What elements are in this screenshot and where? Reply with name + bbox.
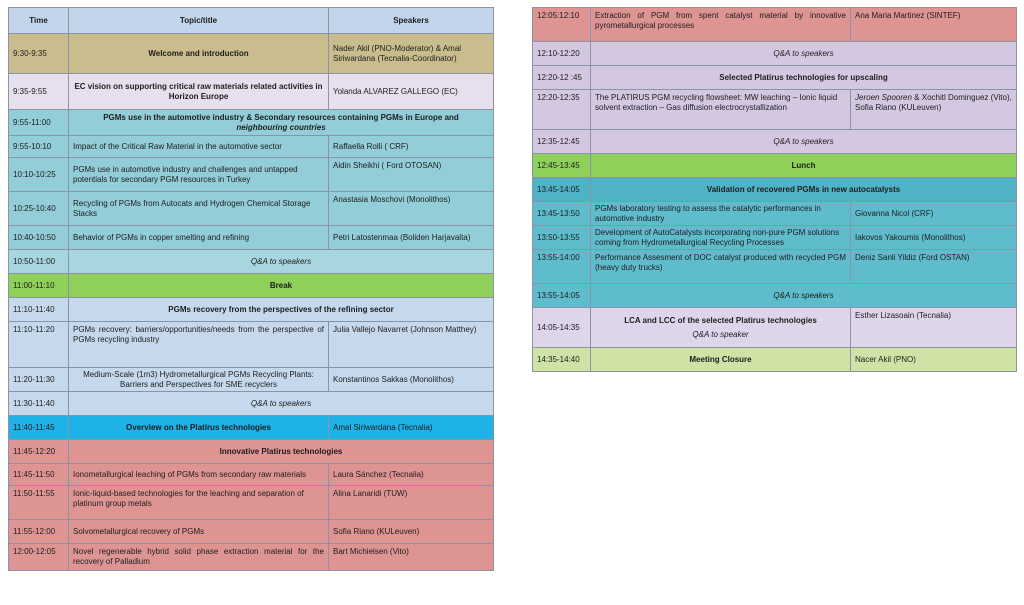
row-topic: PGMs laboratory testing to assess the catalytic performances in automotive industry <box>591 202 851 226</box>
table-row <box>9 74 494 110</box>
row-time: 12:20-12 :45 <box>533 66 591 90</box>
qa-row <box>533 42 1017 66</box>
table-row <box>9 158 494 192</box>
row-speaker: Deniz Sanli Yildiz (Ford OSTAN) <box>851 250 1017 284</box>
header-time: Time <box>9 8 69 34</box>
table-row <box>533 226 1017 250</box>
qa-label: Q&A to speakers <box>591 130 1017 154</box>
agenda-table-right <box>532 7 1017 372</box>
row-time: 13:45-14:05 <box>533 178 591 202</box>
row-speaker: Yolanda ALVAREZ GALLEGO (EC) <box>329 74 494 110</box>
row-topic: PGMs recovery: barriers/opportunities/needs from the perspective of PGMs recycling industry <box>69 322 329 368</box>
row-time: 9:55-11:00 <box>9 110 69 136</box>
row-speaker: Konstantinos Sakkas (Monolithos) <box>329 368 494 392</box>
row-time: 11:40-11:45 <box>9 416 69 440</box>
header-speakers: Speakers <box>329 8 494 34</box>
session-row <box>533 66 1017 90</box>
session-row <box>9 440 494 464</box>
session-title: Innovative Platirus technologies <box>69 440 494 464</box>
table-row <box>533 8 1017 42</box>
session-row <box>9 110 494 136</box>
row-time: 9:55-10:10 <box>9 136 69 158</box>
row-topic: Meeting Closure <box>591 348 851 372</box>
speaker-italic: Jeroen Spooren <box>855 93 912 102</box>
break-row <box>9 274 494 298</box>
agenda-table-left <box>8 7 494 571</box>
row-speaker: Aidin Sheikhi ( Ford OTOSAN) <box>329 158 494 192</box>
table-row <box>533 202 1017 226</box>
row-topic: Behavior of PGMs in copper smelting and refining <box>69 226 329 250</box>
row-speaker <box>851 90 1017 130</box>
lunch-row <box>533 154 1017 178</box>
session-title: Validation of recovered PGMs in new autocatalysts <box>591 178 1017 202</box>
row-topic: EC vision on supporting critical raw materials related activities in Horizon Europe <box>69 74 329 110</box>
table-row <box>533 348 1017 372</box>
row-topic: Extraction of PGM from spent catalyst material by innovative pyrometallurgical processes <box>591 8 851 42</box>
row-topic-title: LCA and LCC of the selected Platirus technologies <box>624 315 817 325</box>
row-topic: Welcome and introduction <box>69 34 329 74</box>
lunch-label: Lunch <box>591 154 1017 178</box>
row-speaker: Julia Vallejo Navarret (Johnson Matthey) <box>329 322 494 368</box>
row-time: 11:00-11:10 <box>9 274 69 298</box>
row-speaker: Sofia Riano (KULeuven) <box>329 520 494 544</box>
row-topic: Impact of the Critical Raw Material in the automotive sector <box>69 136 329 158</box>
row-time: 11:30-11:40 <box>9 392 69 416</box>
row-time: 10:25-10:40 <box>9 192 69 226</box>
table-row <box>9 368 494 392</box>
qa-label: Q&A to speakers <box>69 392 494 416</box>
speaker-rest: & Xochitl Dominguez (Vito), Sofia Riano (KULeuven) <box>855 93 1012 112</box>
row-topic: Ionometallurgical leaching of PGMs from secondary raw materials <box>69 464 329 486</box>
row-time: 12:20-12:35 <box>533 90 591 130</box>
qa-row <box>9 392 494 416</box>
row-topic <box>591 308 851 348</box>
row-subtopic: Q&A to speaker <box>692 329 749 339</box>
qa-row <box>9 250 494 274</box>
row-topic: Medium-Scale (1m3) Hydrometallurgical PGMs Recycling Plants: Barriers and Perspectives for SME recyclers <box>69 368 329 392</box>
row-time: 11:10-11:20 <box>9 322 69 368</box>
row-time: 13:55-14:00 <box>533 250 591 284</box>
row-speaker: Giovanna Nicol (CRF) <box>851 202 1017 226</box>
row-time: 10:50-11:00 <box>9 250 69 274</box>
session-title-text: PGMs use in the automotive industry & Secondary resources containing PGMs in Europe and <box>103 112 459 122</box>
row-time: 11:45-12:20 <box>9 440 69 464</box>
row-time: 13:50-13:55 <box>533 226 591 250</box>
row-speaker: Ana Maria Martinez (SINTEF) <box>851 8 1017 42</box>
row-time: 13:45-13:50 <box>533 202 591 226</box>
row-time: 12:45-13:45 <box>533 154 591 178</box>
row-time: 11:45-11:50 <box>9 464 69 486</box>
row-topic: Recycling of PGMs from Autocats and Hydrogen Chemical Storage Stacks <box>69 192 329 226</box>
row-topic: Ionic-liquid-based technologies for the leaching and separation of platinum group metals <box>69 486 329 520</box>
table-row <box>9 322 494 368</box>
table-row <box>9 486 494 520</box>
session-title-italic: neighbouring countries <box>236 122 326 132</box>
qa-label: Q&A to speakers <box>591 284 1017 308</box>
row-time: 9:30-9:35 <box>9 34 69 74</box>
row-topic: PGMs use in automotive industry and challenges and untapped potentials for secondary PGM resources in Turkey <box>69 158 329 192</box>
row-time: 11:10-11:40 <box>9 298 69 322</box>
row-time: 14:35-14:40 <box>533 348 591 372</box>
row-time: 11:50-11:55 <box>9 486 69 520</box>
row-time: 10:40-10:50 <box>9 226 69 250</box>
row-time: 12:05:12:10 <box>533 8 591 42</box>
row-speaker: Esther Lizasoain (Tecnalia) <box>851 308 1017 348</box>
session-title: PGMs recovery from the perspectives of the refining sector <box>69 298 494 322</box>
row-time: 10:10-10:25 <box>9 158 69 192</box>
row-topic: Solvometallurgical recovery of PGMs <box>69 520 329 544</box>
row-topic: The PLATIRUS PGM recycling flowsheet: MW leaching – Ionic liquid solvent extraction – Gas diffusion electrocrystallization <box>591 90 851 130</box>
row-speaker: Raffaella Rolli ( CRF) <box>329 136 494 158</box>
row-time: 13:55-14:05 <box>533 284 591 308</box>
row-speaker: Laura Sánchez (Tecnalia) <box>329 464 494 486</box>
row-speaker: Amal Siriwardana (Tecnalia) <box>329 416 494 440</box>
row-topic: Development of AutoCatalysts incorporating non-pure PGM solutions coming from Hydrometallurgical Recycling Processes <box>591 226 851 250</box>
table-row <box>533 308 1017 348</box>
table-row <box>9 192 494 226</box>
row-time: 9:35-9:55 <box>9 74 69 110</box>
table-row <box>9 416 494 440</box>
qa-row <box>533 130 1017 154</box>
row-topic: Performance Assesment of DOC catalyst produced with recycled PGM (heavy duty trucks) <box>591 250 851 284</box>
row-time: 14:05-14:35 <box>533 308 591 348</box>
qa-row <box>533 284 1017 308</box>
row-topic: Novel regenerable hybrid solid phase extraction material for the recovery of Palladium <box>69 544 329 571</box>
row-time: 11:55-12:00 <box>9 520 69 544</box>
table-row <box>9 544 494 571</box>
row-time: 12:00-12:05 <box>9 544 69 571</box>
session-title: Selected Platirus technologies for upscaling <box>591 66 1017 90</box>
header-topic: Topic/title <box>69 8 329 34</box>
table-row <box>9 136 494 158</box>
table-row <box>533 250 1017 284</box>
row-time: 11:20-11:30 <box>9 368 69 392</box>
table-row <box>9 520 494 544</box>
table-row <box>9 226 494 250</box>
row-speaker: Iakovos Yakoumis (Monolithos) <box>851 226 1017 250</box>
table-row <box>533 90 1017 130</box>
table-row <box>9 464 494 486</box>
row-time: 12:35-12:45 <box>533 130 591 154</box>
row-speaker: Alina Lanaridi (TUW) <box>329 486 494 520</box>
session-row <box>9 298 494 322</box>
row-speaker: Nader Akil (PNO-Moderator) & Amal Siriwardana (Tecnalia-Coordinator) <box>329 34 494 74</box>
row-time: 12:10-12:20 <box>533 42 591 66</box>
table-row <box>9 34 494 74</box>
row-speaker: Bart Michielsen (Vito) <box>329 544 494 571</box>
qa-label: Q&A to speakers <box>591 42 1017 66</box>
row-speaker: Nacer Akil (PNO) <box>851 348 1017 372</box>
qa-label: Q&A to speakers <box>69 250 494 274</box>
row-speaker: Anastasia Moschovi (Monolithos) <box>329 192 494 226</box>
session-title <box>69 110 494 136</box>
row-speaker: Petri Latostenmaa (Boliden Harjavalta) <box>329 226 494 250</box>
session-row <box>533 178 1017 202</box>
table-header-row <box>9 8 494 34</box>
row-topic: Overview on the Platirus technologies <box>69 416 329 440</box>
break-label: Break <box>69 274 494 298</box>
